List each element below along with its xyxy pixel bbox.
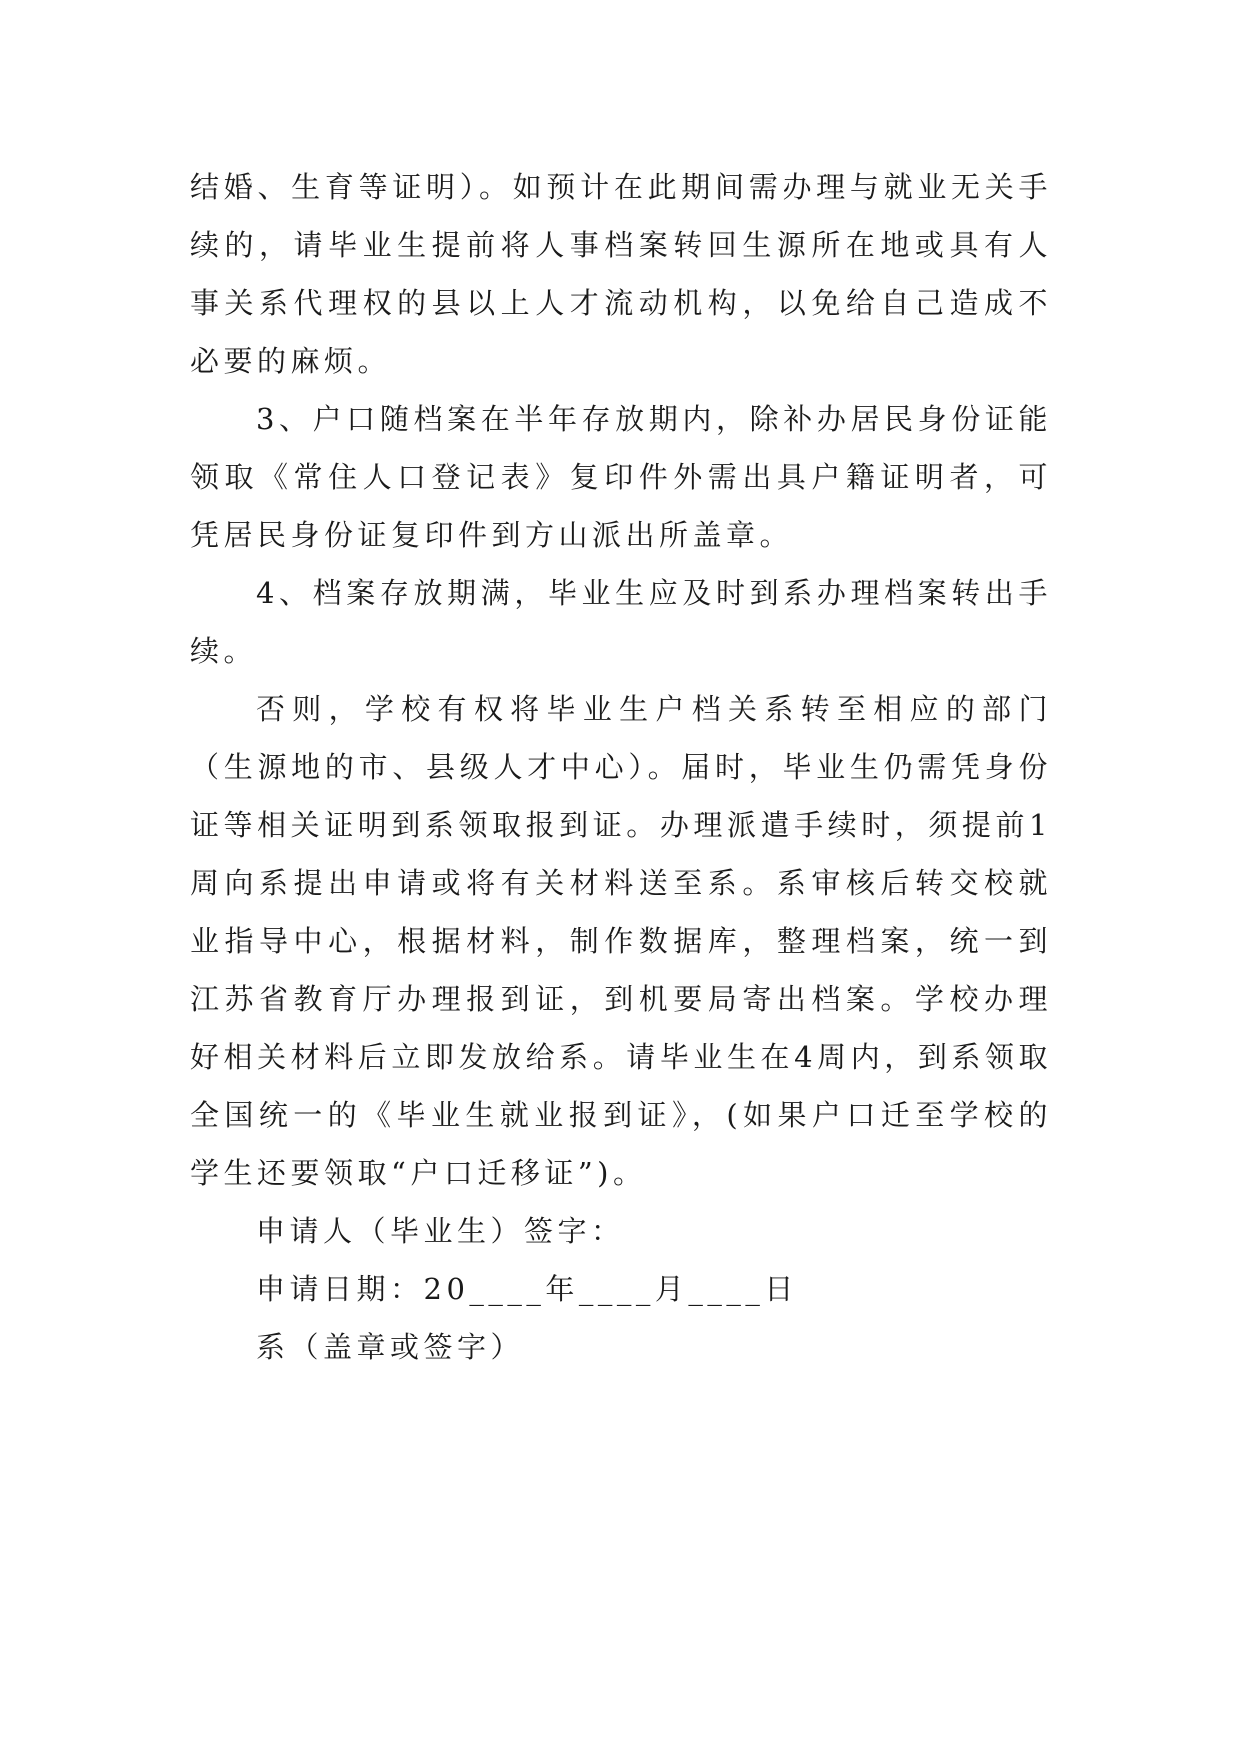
department-stamp-line: 系（盖章或签字） [256, 1330, 525, 1364]
application-date-line: 申请日期：20____年____月____日 [256, 1272, 798, 1306]
paragraph-otherwise: 否则，学校有权将毕业生户档关系转至相应的部门（生源地的市、县级人才中心）。届时，毕业生仍需凭身份证等相关证明到系领取报到证。办理派遣手续时，须提前1周向系提出申请或将有关材料送至系。系审核后转交校就业指导中心，根据材料，制作数据库，整理档案，统一到江苏省教育厅办理报到证，到机要局寄出档案。学校办理好相关材料后立即发放给系。请毕业生在4周内，到系领取全国统一的《毕业生就业报到证》，(如果户口迁至学校的学生还要领取“户口迁移证”)。 [190, 692, 1052, 1190]
applicant-signature-line: 申请人（毕业生）签字： [256, 1214, 625, 1248]
paragraph-item-4: 4、档案存放期满，毕业生应及时到系办理档案转出手续。 [190, 576, 1052, 668]
paragraph-continuation: 结婚、生育等证明）。如预计在此期间需办理与就业无关手续的，请毕业生提前将人事档案转回生源所在地或具有人事关系代理权的县以上人才流动机构，以免给自己造成不必要的麻烦。 [190, 170, 1052, 378]
document-body [190, 158, 1052, 1376]
paragraph-item-3: 3、户口随档案在半年存放期内，除补办居民身份证能领取《常住人口登记表》复印件外需出具户籍证明者，可凭居民身份证复印件到方山派出所盖章。 [190, 402, 1052, 552]
